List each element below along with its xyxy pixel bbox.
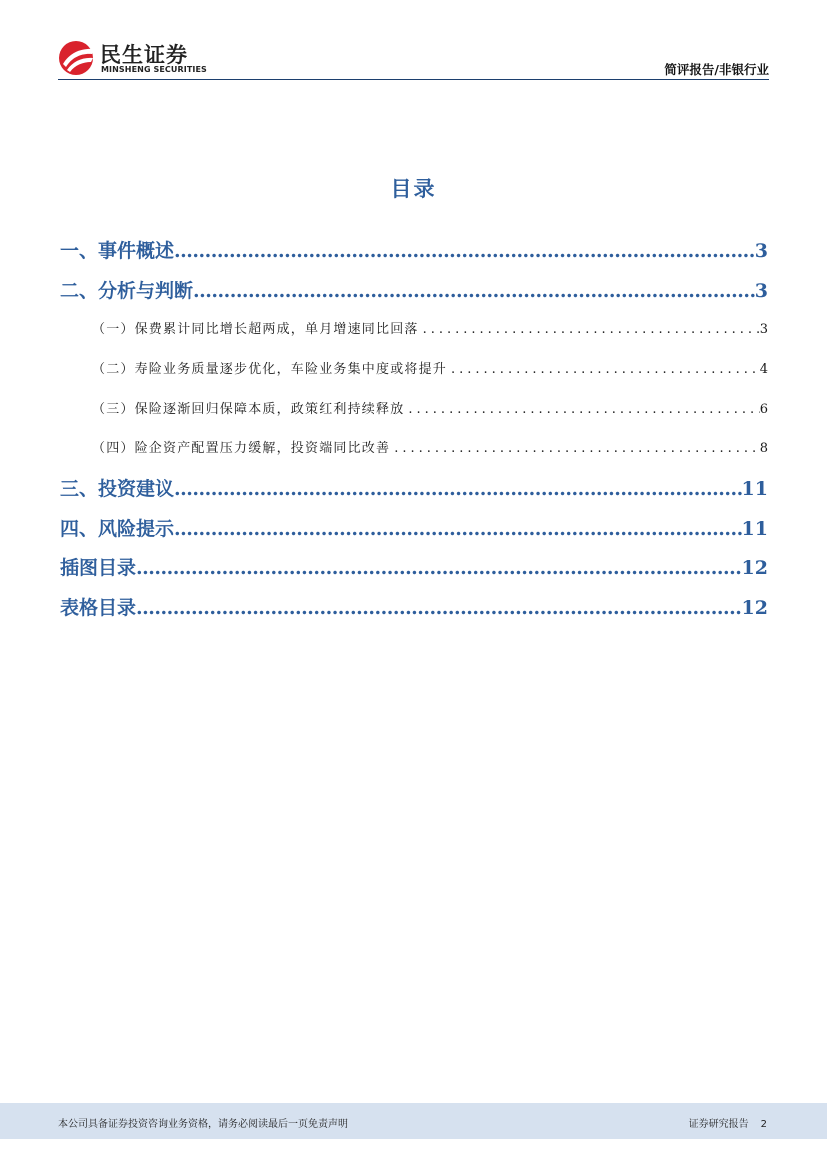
toc-entry-page: 4: [759, 362, 768, 377]
minsheng-logo: [58, 38, 238, 78]
toc-entry-label: （二）寿险业务质量逐步优化，车险业务集中度或将提升: [92, 362, 448, 377]
toc-entry-page: 3: [754, 280, 768, 302]
toc-leader-dots: [136, 557, 742, 579]
report-type: 简评报告/非银行业: [664, 62, 769, 77]
toc-subentry[interactable]: [92, 358, 768, 377]
toc-entry[interactable]: [60, 553, 768, 580]
toc-entry[interactable]: [60, 276, 768, 303]
toc-entry-label: 四、风险提示: [60, 518, 175, 540]
toc-leader-dots: [193, 280, 755, 302]
toc-entry-page: 11: [741, 518, 768, 540]
toc-entry[interactable]: [60, 236, 768, 263]
toc-entry-page: 12: [741, 597, 768, 619]
toc-entry-page: 3: [754, 240, 768, 262]
toc-entry-page: 3: [759, 322, 768, 337]
toc-leader-dots: [404, 402, 759, 417]
toc-leader-dots: [136, 597, 742, 619]
toc-entry-label: 一、事件概述: [60, 240, 175, 262]
footer-doc-type: 证券研究报告: [688, 1119, 749, 1130]
toc-entry-label: 二、分析与判断: [60, 280, 194, 302]
toc-entry[interactable]: [60, 474, 768, 501]
toc-entry-label: 插图目录: [60, 557, 137, 579]
toc-entry[interactable]: [60, 593, 768, 620]
page-footer: [0, 1103, 827, 1139]
toc-entry-label: 三、投资建议: [60, 478, 175, 500]
toc-entry-page: 6: [759, 402, 768, 417]
toc-entry-page: 11: [741, 478, 768, 500]
toc-subentry[interactable]: [92, 318, 768, 337]
toc-leader-dots: [390, 441, 760, 456]
toc-leader-dots: [447, 362, 760, 377]
logo-chinese-name: 民生证券: [100, 43, 188, 67]
header-divider: [58, 79, 769, 80]
logo-english-name: MINSHENG SECURITIES: [101, 65, 207, 74]
toc-entry[interactable]: [60, 514, 768, 541]
page-header: [58, 38, 769, 80]
toc-subentry[interactable]: [92, 398, 768, 417]
toc-leader-dots: [174, 478, 742, 500]
toc-entry-label: （四）险企资产配置压力缓解，投资端同比改善: [92, 441, 391, 456]
footer-page-number: 2: [760, 1119, 767, 1130]
toc-leader-dots: [419, 322, 760, 337]
toc-entry-label: （三）保险逐渐回归保障本质，政策红利持续释放: [92, 402, 405, 417]
toc-entry-page: 8: [759, 441, 768, 456]
toc-subentry[interactable]: [92, 437, 768, 456]
minsheng-logo-icon: [58, 40, 96, 76]
toc-leader-dots: [174, 240, 755, 262]
toc-entry-label: （一）保费累计同比增长超两成，单月增速同比回落: [92, 322, 419, 337]
toc-entry-label: 表格目录: [60, 597, 137, 619]
toc-leader-dots: [174, 518, 742, 540]
footer-disclaimer: 本公司具备证券投资咨询业务资格，请务必阅读最后一页免责声明: [58, 1119, 348, 1130]
footer-right: [689, 1115, 767, 1130]
toc-title: 目录: [390, 176, 437, 201]
toc-entry-page: 12: [741, 557, 768, 579]
